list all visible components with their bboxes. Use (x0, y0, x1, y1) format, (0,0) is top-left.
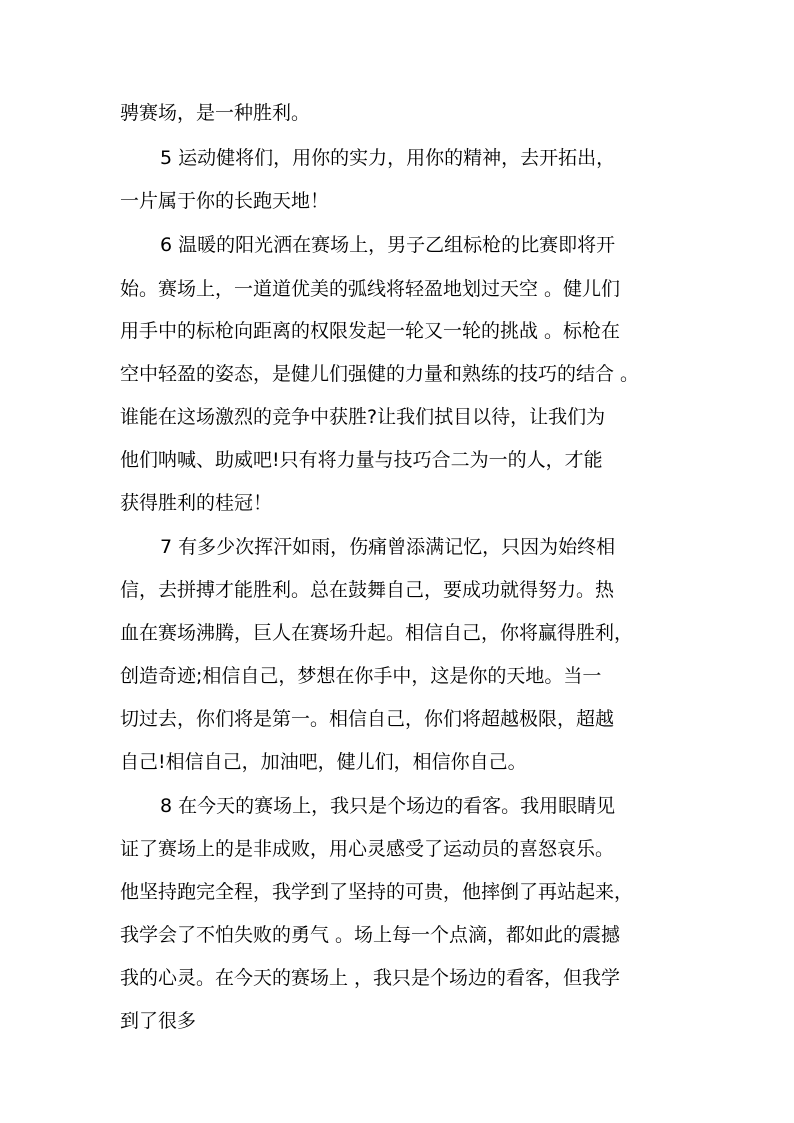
text-line: 用手中的标枪向距离的权限发起一轮又一轮的挑战 。标枪在 (120, 320, 621, 342)
text-line: 7 有多少次挥汗如雨，伤痛曾添满记忆，只因为始终相 (160, 536, 616, 558)
text-line: 他坚持跑完全程，我学到了坚持的可贵，他摔倒了再站起来， (120, 881, 634, 903)
text-line: 骋赛场，是一种胜利。 (120, 102, 311, 124)
text-line: 我学会了不怕失败的勇气 。场上每一个点滴，都如此的震撼 (120, 924, 621, 946)
text-line: 获得胜利的桂冠！ (120, 492, 273, 514)
text-line: 空中轻盈的姿态，是健儿们强健的力量和熟练的技巧的结合 。 (120, 363, 640, 385)
text-line: 6 温暖的阳光洒在赛场上，男子乙组标枪的比赛即将开 (160, 234, 616, 256)
text-line: 5 运动健将们，用你的实力，用你的精神，去开拓出， (160, 147, 616, 169)
text-line: 证了赛场上的是非成败，用心灵感受了运动员的喜怒哀乐。 (120, 838, 615, 860)
text-line: 我的心灵。在今天的赛场上 ，我只是个场边的看客，但我学 (120, 967, 621, 989)
text-line: 到了很多 (120, 1010, 197, 1032)
text-line: 切过去，你们将是第一。相信自己，你们将超越极限，超越 (120, 708, 615, 730)
text-line: 一片属于你的长跑天地！ (120, 190, 330, 212)
text-line: 8 在今天的赛场上，我只是个场边的看客。我用眼睛见 (160, 795, 616, 817)
text-line: 谁能在这场激烈的竞争中获胜?让我们拭目以待，让我们为 (120, 406, 606, 428)
text-line: 始。赛场上，一道道优美的弧线将轻盈地划过天空 。健儿们 (120, 278, 621, 300)
text-line: 创造奇迹;相信自己，梦想在你手中，这是你的天地。当一 (120, 665, 602, 687)
text-line: 自己!相信自己，加油吧，健儿们，相信你自己。 (120, 751, 527, 773)
text-line: 信，去拼搏才能胜利。总在鼓舞自己，要成功就得努力。热 (120, 579, 615, 601)
text-line: 血在赛场沸腾，巨人在赛场升起。相信自己，你将赢得胜利， (120, 622, 634, 644)
text-line: 他们呐喊、助威吧!只有将力量与技巧合二为一的人，才能 (120, 449, 603, 471)
